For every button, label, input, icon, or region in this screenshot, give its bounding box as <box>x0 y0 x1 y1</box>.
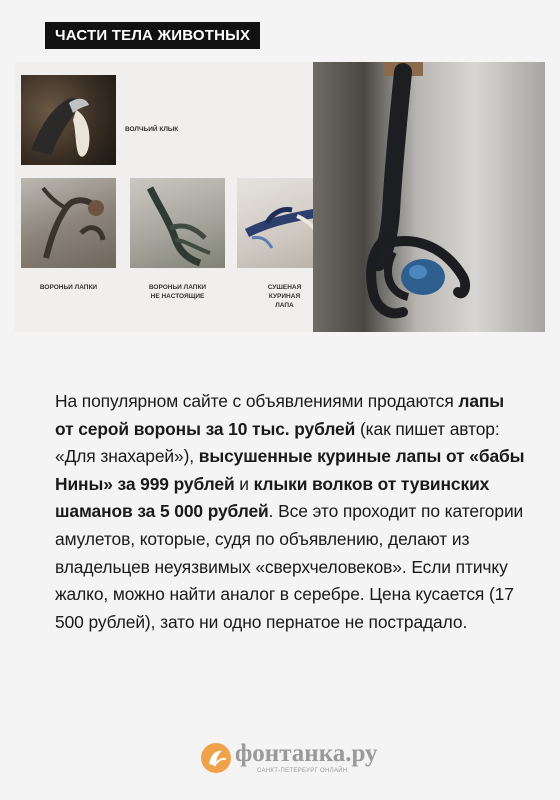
fake-crow-feet-photo <box>130 178 225 268</box>
crow-feet-caption: ВОРОНЬИ ЛАПКИ <box>39 284 98 291</box>
crow-feet-photo <box>21 178 116 268</box>
dried-chicken-foot-caption: СУШЕНАЯ КУРИНАЯ ЛАПА <box>267 284 302 309</box>
brand-name: фонтанка.ру <box>235 740 378 767</box>
silver-claw-photo <box>313 62 545 332</box>
photo-collage <box>15 62 545 332</box>
section-tag: ЧАСТИ ТЕЛА ЖИВОТНЫХ <box>45 22 260 49</box>
highlight-crow-feet: лапы от серой вороны за 10 тыс. рублей <box>55 391 505 439</box>
fake-crow-feet-caption: ВОРОНЬИ ЛАПКИ НЕ НАСТОЯЩИЕ <box>148 284 207 300</box>
wolf-fang-photo <box>21 75 116 165</box>
brand-subtitle: САНКТ-ПЕТЕРБУРГ ОНЛАЙН <box>257 768 348 774</box>
highlight-chicken-feet: высушенные куриные лапы от «бабы Нины» за 999 рублей <box>55 446 525 494</box>
fontanka-logo <box>200 740 378 780</box>
article-text: На популярном сайте с объявлениями продаются лапы от серой вороны за 10 тыс. рублей (как пишет автор: «Для знахарей»), высушенные куриные лапы от «бабы Нины» за 999 рублей и клыки волков от тувинских шаманов за 5 000 рублей. Все это проходит по категории амулетов, которые, судя по объявлению, делают из владельцев неуязвимых «сверхчеловеков». Если птичку жалко, можно найти аналог в серебре. Цена кусается (17 500 рублей), зато ни одно пернатое не пострадало. <box>55 391 525 632</box>
wolf-fang-caption: ВОЛЧЬИЙ КЛЫК <box>125 126 179 133</box>
highlight-wolf-fangs: клыки волков от тувинских шаманов за 5 000 рублей <box>55 473 490 522</box>
fontanka-logo-icon <box>200 742 232 774</box>
